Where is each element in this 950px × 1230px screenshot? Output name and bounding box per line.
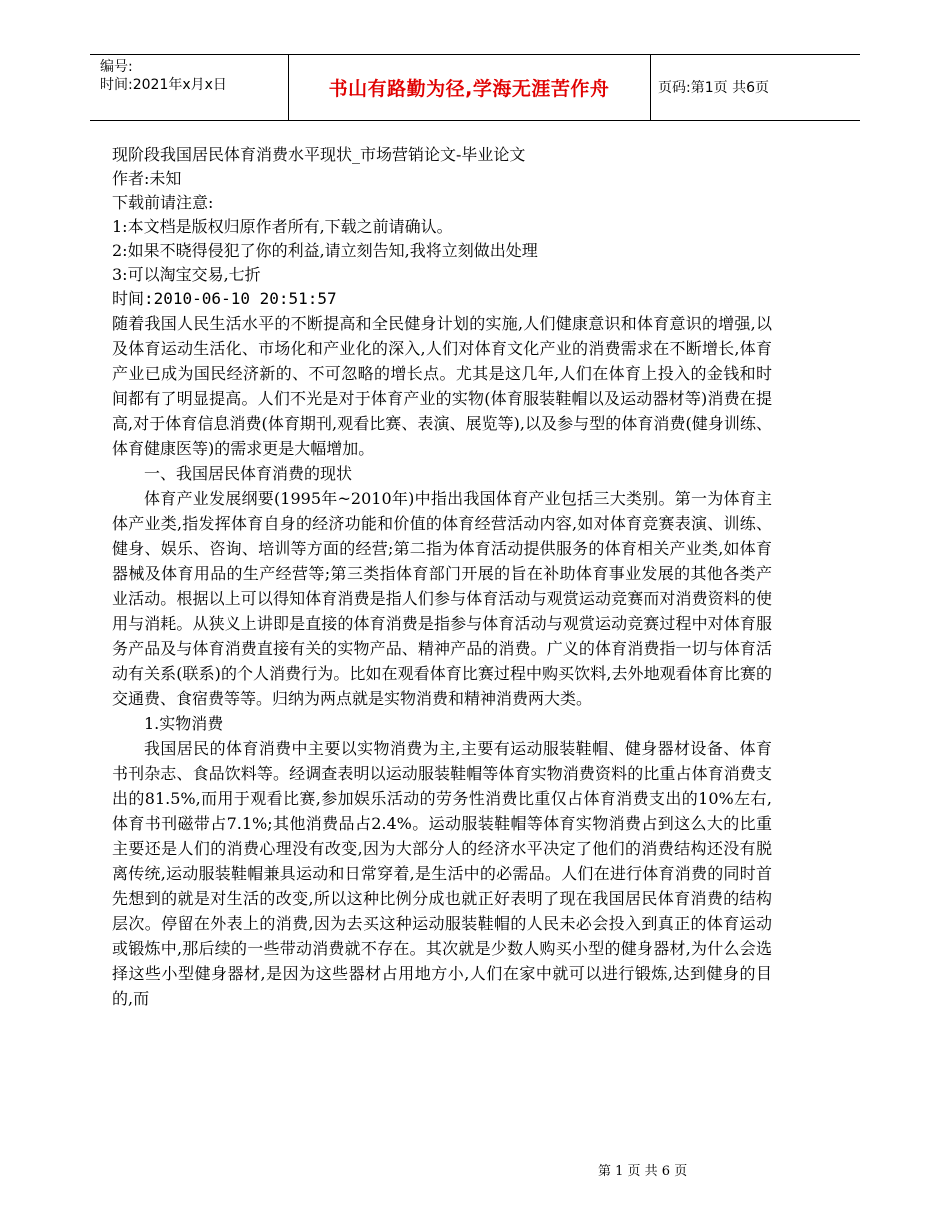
subsection-heading: 1.实物消费 bbox=[144, 714, 224, 733]
header-time-label: 时间:2021年x月x日 bbox=[100, 77, 227, 93]
header-page-info: 页码:第1页 共6页 bbox=[658, 80, 769, 96]
notice-title: 下载前请注意: bbox=[112, 193, 214, 212]
header-divider-right bbox=[650, 54, 651, 120]
notice-item: 2:如果不晓得侵犯了你的利益,请立刻告知,我将立刻做出处理 bbox=[112, 241, 538, 260]
notice-item: 3:可以淘宝交易,七折 bbox=[112, 265, 261, 284]
header-motto: 书山有路勤为径,学海无涯苦作舟 bbox=[328, 77, 610, 100]
header-number-label: 编号: bbox=[100, 59, 133, 75]
document-title: 现阶段我国居民体育消费水平现状_市场营销论文-毕业论文 bbox=[112, 145, 526, 164]
document-author: 作者:未知 bbox=[112, 169, 182, 188]
paragraph-intro: 随着我国人民生活水平的不断提高和全民健身计划的实施,人们健康意识和体育意识的增强,以及体育运动生活化、市场化和产业化的深入,人们对体育文化产业的消费需求在不断增长,体育产业已成为国民经济新的、不可忽略的增长点。尤其是这几年,人们在体育上投入的金钱和时间都有了明显提高。人们不光是对于体育产业的实物(体育服装鞋帽以及运动器材等)消费在提高,对于体育信息消费(体育期刊,观看比赛、表演、展览等),以及参与型的体育消费(健身训练、体育健康医等)的需求更是大幅增加。 bbox=[112, 314, 772, 458]
document-timestamp: 时间:2010-06-10 20:51:57 bbox=[112, 289, 337, 308]
paragraph-physical-consumption: 我国居民的体育消费中主要以实物消费为主,主要有运动服装鞋帽、健身器材设备、体育书刊杂志、食品饮料等。经调查表明以运动服装鞋帽等体育实物消费资料的比重占体育消费支出的81.5%,而用于观看比赛,参加娱乐活动的劳务性消费比重仅占体育消费支出的10%左右,体育书刊磁带占7.1%;其他消费品占2.4%。运动服装鞋帽等体育实物消费占到这么大的比重主要还是人们的消费心理没有改变,因为大部分人的经济水平决定了他们的消费结构还没有脱离传统,运动服装鞋帽兼具运动和日常穿着,是生活中的必需品。人们在进行体育消费的同时首先想到的就是对生活的改变,所以这种比例分成也就正好表明了现在我国居民体育消费的结构层次。停留在外表上的消费,因为去买这种运动服装鞋帽的人民未必会投入到真正的体育运动或锻炼中,那后续的一些带动消费就不存在。其次就是少数人购买小型的健身器材,为什么会选择这些小型健身器材,是因为这些器材占用地方小,人们在家中就可以进行锻炼,达到健身的目的,而 bbox=[112, 739, 772, 1008]
header-bottom-rule bbox=[90, 120, 860, 121]
notice-item: 1:本文档是版权归原作者所有,下载之前请确认。 bbox=[112, 217, 453, 236]
document-body bbox=[112, 143, 772, 1011]
page-footer: 第 1 页 共 6 页 bbox=[598, 1164, 688, 1179]
paragraph-categories: 体育产业发展纲要(1995年~2010年)中指出我国体育产业包括三大类别。第一为体育主体产业类,指发挥体育自身的经济功能和价值的体育经营活动内容,如对体育竞赛表演、训练、健身、娱乐、咨询、培训等方面的经营;第二指为体育活动提供服务的体育相关产业类,如体育器械及体育用品的生产经营等;第三类指体育部门开展的旨在补助体育事业发展的其他各类产业活动。根据以上可以得知体育消费是指人们参与体育活动与观赏运动竞赛而对消费资料的使用与消耗。从狭义上讲即是直接的体育消费是指参与体育活动与观赏运动竞赛过程中对体育服务产品及与体育消费直接有关的实物产品、精神产品的消费。广义的体育消费指一切与体育活动有关系(联系)的个人消费行为。比如在观看体育比赛过程中购买饮料,去外地观看体育比赛的交通费、食宿费等等。归纳为两点就是实物消费和精神消费两大类。 bbox=[112, 489, 772, 708]
section-heading: 一、我国居民体育消费的现状 bbox=[144, 464, 353, 483]
header-meta bbox=[100, 58, 280, 94]
